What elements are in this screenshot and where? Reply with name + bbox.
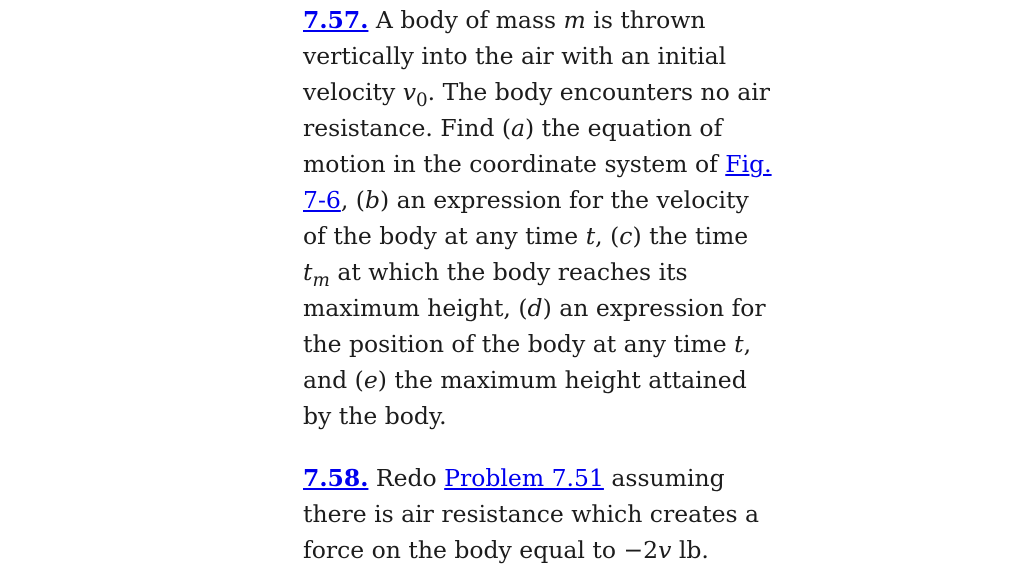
subscript-0: 0 [416, 89, 428, 111]
problem-reference-link[interactable]: Problem 7.51 [444, 464, 604, 492]
figure-link[interactable]: Fig. 7-6 [303, 150, 772, 214]
text: at which the body reaches its maximum height, ( [303, 258, 688, 322]
text: lb. [671, 536, 709, 564]
text: , ( [595, 222, 620, 250]
text: ) the maximum height attained by the body. [303, 366, 747, 430]
text: A body of mass [375, 6, 564, 34]
problem-number-link[interactable]: 7.57. [303, 6, 369, 34]
subscript-m: m [312, 269, 330, 291]
text: ) an expression for the position of the body at any time [303, 294, 766, 358]
part-a-label: a [511, 114, 526, 142]
variable-v: v [658, 536, 672, 564]
problem-7-57 [303, 2, 773, 434]
variable-t: t [585, 222, 596, 250]
text: ) the equation of motion in the coordinate system of [303, 114, 726, 178]
part-c-label: c [619, 222, 633, 250]
variable-t-m: t [303, 258, 313, 286]
variable-m: m [563, 6, 586, 34]
text: ) an expression for the velocity of the body at any time [303, 186, 749, 250]
problem-number-link[interactable]: 7.58. [303, 464, 369, 492]
text: ) the time [632, 222, 749, 250]
part-b-label: b [364, 186, 380, 214]
variable-t: t [734, 330, 744, 358]
problem-7-58 [303, 460, 773, 568]
text: , ( [340, 186, 365, 214]
part-d-label: d [527, 294, 543, 322]
text: . The body encounters no air resistance. Find ( [303, 78, 771, 142]
text: is thrown vertically into the air with an initial velocity [303, 6, 727, 106]
part-e-label: e [363, 366, 378, 394]
text: assuming there is air resistance which creates a force on the body equal to −2 [303, 464, 760, 564]
text: Redo [375, 464, 445, 492]
reader-content [303, 0, 773, 568]
text: , and ( [303, 330, 752, 394]
variable-v: v [402, 78, 416, 106]
